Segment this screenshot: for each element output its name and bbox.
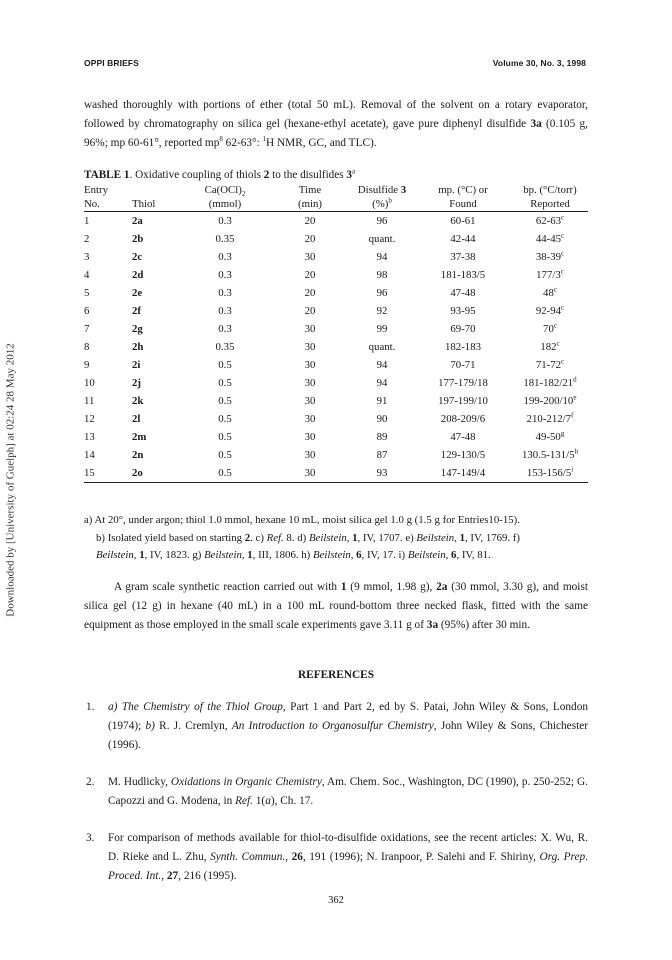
reported-cell: 92-94$^c$	[535, 303, 565, 317]
oxidant-cell: 0.35	[215, 233, 235, 245]
yield-cell: 93	[350, 464, 414, 483]
time-cell: 20	[304, 287, 316, 299]
time-cell: 30	[304, 377, 316, 389]
thiol-cell: 2m	[132, 431, 147, 443]
found-cell: 147-149/4	[414, 464, 512, 483]
table-row	[84, 230, 588, 248]
footnote-a: a) At 20°, under argon; thiol 1.0 mmol, hexane 10 mL, moist silica gel 1.0 g (1.5 g for Entries10-15).	[84, 514, 520, 526]
oxidant-cell: 0.5	[218, 359, 232, 371]
reported-cell: 199-200/10e	[523, 393, 577, 407]
reported-cell: 44-45$^c$	[535, 231, 565, 245]
thiol-cell: 2j	[132, 377, 141, 389]
entry-cell: 13	[84, 431, 95, 443]
oxidant-cell: 0.5	[218, 413, 232, 425]
found-cell: 69-70	[450, 323, 476, 335]
entry-cell: 4	[84, 269, 90, 281]
yield-cell: 90	[376, 413, 388, 425]
thiol-cell: 2k	[132, 395, 144, 407]
table-header-row-1: Entry $Ca(OCl)_2$ Time Disulfide 3 mp. (°C) or bp. (°C/torr)	[84, 184, 577, 199]
footnote-b-f: b) Isolated yield based on starting 2. c) Ref. 8. d) Beilstein, 1, IV, 1707. e) Beilstein, 1, IV, 1769. f)	[96, 531, 520, 544]
yield-cell: 99	[376, 323, 388, 335]
table-row	[84, 320, 588, 338]
found-cell: 182-183	[445, 341, 481, 353]
body-paragraph-2: A gram scale synthetic reaction carried out with 1 (9 mmol, 1.98 g), 2a (30 mmol, 3.30 g), and moist silica gel (12 g) in hexane (40 mL) in a 100 mL round-bottom three necked flask, fitted with the same equipment as those employed in the small scale experiments gave 3.11 g of 3a (95%) after 30 min.	[84, 581, 588, 631]
oxidant-cell: 0.3	[218, 215, 232, 227]
table-row	[84, 446, 588, 464]
thiol-cell: 2d	[132, 269, 144, 281]
reported-cell: 48$^c$	[543, 285, 557, 299]
entry-cell: 6	[84, 305, 90, 317]
oxidant-cell: 0.5	[218, 395, 232, 407]
reference-1: 1. a) The Chemistry of the Thiol Group, Part 1 and Part 2, ed by S. Patai, John Wiley & Sons, London (1974); b) R. J. Cremlyn, An Introduction to Organosulfur Chemistry, John Wiley & Sons, Chichester (1996).	[86, 701, 589, 751]
reference-2: 2. M. Hudlicky, Oxidations in Organic Chemistry, Am. Chem. Soc., Washington, DC (1990), p. 250-252; G. Capozzi and G. Modena, in Ref. 1(a), Ch. 17.	[86, 776, 588, 807]
table-row	[84, 392, 588, 410]
yield-cell: 98	[376, 269, 388, 281]
found-cell: 93-95	[450, 305, 476, 317]
found-cell: 42-44	[450, 233, 476, 245]
yield-cell: 96	[376, 287, 388, 299]
table-row	[84, 338, 588, 356]
oxidant-cell: 0.5	[218, 431, 232, 443]
yield-cell: 92	[376, 305, 388, 317]
entry-cell: 15	[84, 464, 120, 483]
thiol-cell: 2n	[132, 449, 144, 461]
found-cell: 47-48	[450, 431, 476, 443]
thiol-cell: 2g	[132, 323, 143, 335]
found-cell: 60-61	[450, 215, 476, 227]
table-row	[84, 428, 588, 446]
time-cell: 30	[304, 323, 316, 335]
found-cell: 37-38	[450, 251, 476, 263]
journal-section: OPPI BRIEFS	[84, 58, 139, 68]
table-row	[84, 410, 588, 428]
time-cell: 20	[304, 215, 316, 227]
found-cell: 181-183/5	[440, 269, 486, 281]
oxidant-cell: 0.3	[218, 269, 232, 281]
oxidant-cell: 0.5	[218, 377, 232, 389]
entry-cell: 7	[84, 323, 90, 335]
oxidant-cell: 0.5	[180, 464, 270, 483]
yield-cell: 94	[376, 377, 388, 389]
time-cell: 30	[304, 359, 316, 371]
page-number: 362	[328, 895, 344, 906]
table-row	[84, 464, 588, 483]
reported-cell: 38-39$^c$	[535, 249, 565, 263]
entry-cell: 8	[84, 341, 90, 353]
entry-cell: 5	[84, 287, 90, 299]
time-cell: 30	[304, 395, 316, 407]
thiol-cell: 2b	[132, 233, 144, 245]
compound-ref: 3a	[530, 118, 542, 130]
time-cell: 30	[304, 341, 316, 353]
yield-cell: 91	[376, 395, 388, 407]
table-row	[84, 302, 588, 320]
found-cell: 47-48	[450, 287, 476, 299]
entry-cell: 3	[84, 251, 90, 263]
found-cell: 177-179/18	[438, 377, 488, 389]
oxidant-cell: 0.3	[218, 305, 232, 317]
thiol-cell: 2l	[132, 413, 141, 425]
table-row	[84, 374, 588, 392]
thiol-cell: 2f	[132, 305, 141, 317]
entry-cell: 14	[84, 449, 95, 461]
yield-cell: 87	[376, 449, 388, 461]
reported-cell: 153-156/5$^i$	[512, 464, 588, 483]
time-cell: 30	[304, 431, 316, 443]
thiol-cell: 2h	[132, 341, 144, 353]
table-header-row-2: No. Thiol (mmol) (min) (%)$^b$ Found Reported	[84, 197, 588, 212]
download-note: Downloaded by [University of Guelph] at 02:24 28 May 2012	[5, 343, 17, 617]
thiol-cell: 2a	[132, 215, 143, 227]
time-cell: 30	[304, 251, 316, 263]
entry-cell: 12	[84, 413, 95, 425]
thiol-cell: 2i	[132, 359, 141, 371]
body-paragraph-1: washed thoroughly with portions of ether (total 50 mL). Removal of the solvent on a rotary evaporator, followed by chromatography on silica gel (hexane-ethyl acetate), gave pure diphenyl disulfide 3a (0.105 g, 96%; mp 60-61°, reported $mp^8$ 62-63°: $^1$H NMR, GC, and TLC).	[84, 99, 588, 149]
time-cell: 30	[270, 464, 350, 483]
entry-cell: 1	[84, 215, 90, 227]
yield-cell: 94	[376, 251, 388, 263]
time-cell: 20	[304, 269, 316, 281]
download-watermark	[2, 330, 20, 630]
reported-cell: 70$^c$	[543, 321, 557, 335]
references-heading: REFERENCES	[298, 669, 374, 681]
thiol-cell: 2e	[132, 287, 143, 299]
yield-cell: 94	[376, 359, 388, 371]
oxidant-cell: 0.35	[215, 341, 235, 353]
reported-cell: 130.5-131/5$^h$	[522, 447, 578, 461]
yield-cell: 96	[376, 215, 388, 227]
time-cell: 30	[304, 413, 316, 425]
thiol-cell: 2o	[120, 464, 180, 483]
entry-cell: 9	[84, 359, 90, 371]
found-cell: 129-130/5	[440, 449, 486, 461]
table-row	[84, 284, 588, 302]
reported-cell: 49-50$^g$	[535, 429, 565, 443]
found-cell: 197-199/10	[438, 395, 488, 407]
entry-cell: 11	[84, 395, 95, 407]
reference-3: 3. For comparison of methods available for thiol-to-disulfide oxidations, see the recent articles: X. Wu, R. D. Rieke and L. Zhu, Synth. Commun., 26, 191 (1996); N. Iranpoor, P. Salehi and F. Shiriny, Org. Prep. Proced. Int., 27, 216 (1995).	[86, 832, 589, 882]
yield-cell: quant.	[368, 341, 396, 353]
reported-cell: 177/3$^c$	[536, 267, 564, 281]
reported-cell: 71-72$^c$	[535, 357, 565, 371]
table-caption: TABLE 1. Oxidative coupling of thiols 2 to the disulfides 3$^a$	[84, 167, 356, 181]
entry-cell: 2	[84, 233, 90, 245]
table-row	[84, 266, 588, 284]
time-cell: 20	[304, 233, 316, 245]
time-cell: 20	[304, 305, 316, 317]
table-footnotes	[84, 512, 588, 565]
reported-cell: 210-212/7$^f$	[526, 411, 574, 425]
thiol-cell: 2c	[132, 251, 143, 263]
oxidant-cell: 0.5	[218, 449, 232, 461]
oxidant-cell: 0.3	[218, 323, 232, 335]
running-header	[84, 58, 586, 68]
data-table	[84, 184, 588, 483]
reported-cell: 62-63$^c$	[535, 213, 565, 227]
footnote-f-i: Beilstein, 1, IV, 1823. g) Beilstein, 1, III, 1806. h) Beilstein, 6, IV, 17. i) Beilstein, 6, IV, 81.	[96, 549, 491, 561]
table-row	[84, 356, 588, 374]
yield-cell: quant.	[368, 233, 396, 245]
volume-info: Volume 30, No. 3, 1998	[492, 58, 586, 68]
oxidant-cell: 0.3	[218, 287, 232, 299]
found-cell: 208-209/6	[440, 413, 486, 425]
oxidant-cell: 0.3	[218, 251, 232, 263]
table-row	[84, 248, 588, 266]
time-cell: 30	[304, 449, 316, 461]
table-row	[84, 212, 588, 231]
reported-cell: 182$^c$	[540, 339, 560, 353]
entry-cell: 10	[84, 377, 95, 389]
yield-cell: 89	[376, 431, 388, 443]
reported-cell: 181-182/21$^d$	[523, 375, 577, 389]
found-cell: 70-71	[450, 359, 476, 371]
